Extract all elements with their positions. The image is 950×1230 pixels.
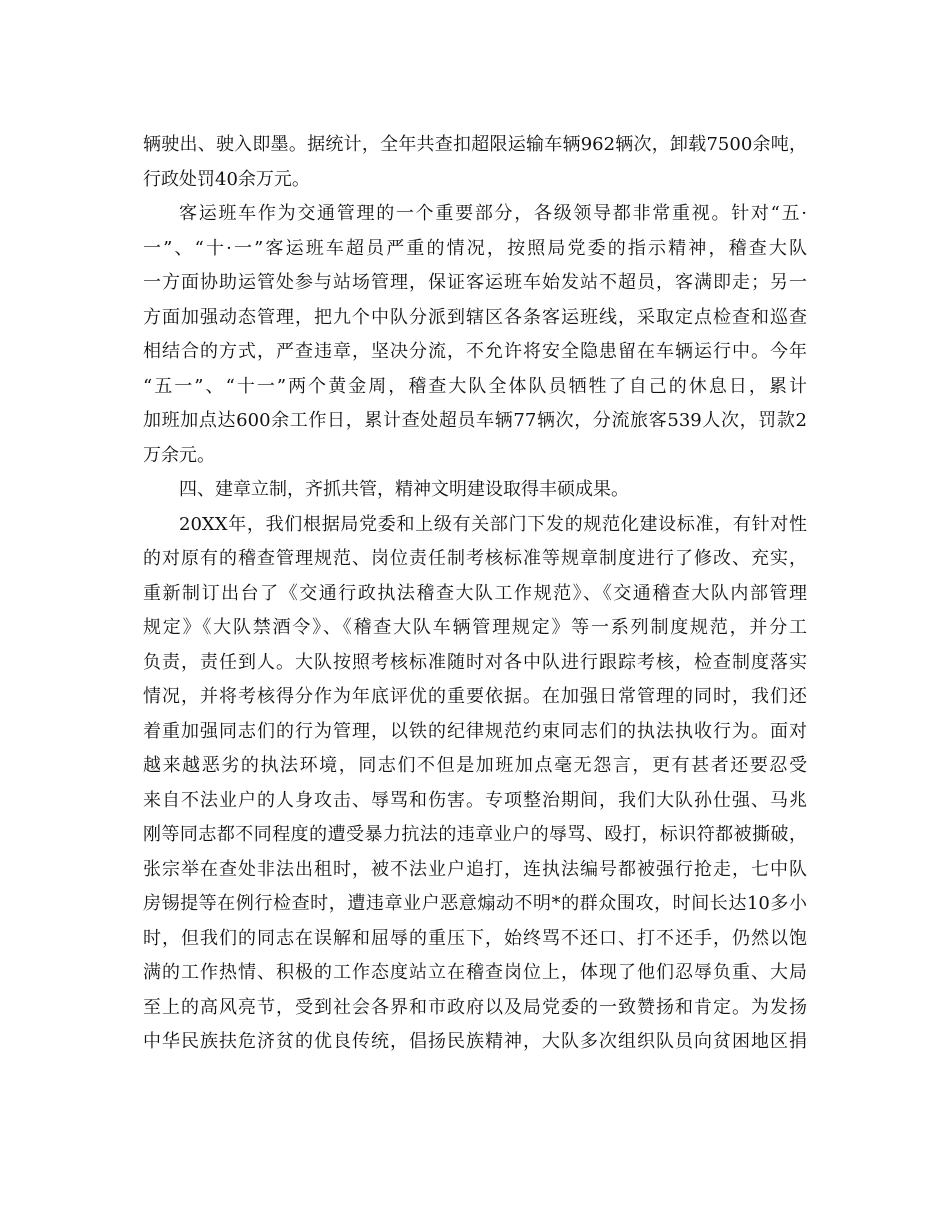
document-body <box>143 128 807 1060</box>
text-line: 一方面协助运管处参与站场管理，保证客运班车始发站不超员，客满即走；另一 <box>143 272 807 293</box>
text-line: 规定》《大队禁酒令》、《稽查大队车辆管理规定》等一系列制度规范，并分工 <box>143 617 807 638</box>
text-line: 张宗举在查处非法出租时，被不法业户追打，连执法编号都被强行抢走，七中队 <box>143 858 807 880</box>
text-line: 至上的高风亮节，受到社会各界和市政府以及局党委的一致赞扬和肯定。为发扬 <box>143 996 807 1018</box>
section-heading: 四、建章立制，齐抓共管，精神文明建设取得丰硕成果。 <box>179 479 629 500</box>
text-line: 满的工作热情、积极的工作态度站立在稽查岗位上，体现了他们忍辱负重、大局 <box>143 962 807 983</box>
text-line: 加班加点达600余工作日，累计查处超员车辆77辆次，分流旅客539人次，罚款2 <box>143 410 807 431</box>
text-line: 房锡提等在例行检查时，遭违章业户恶意煽动不明*的群众围攻，时间长达10多小 <box>143 893 807 914</box>
text-line: 刚等同志都不同程度的遭受暴力抗法的违章业户的辱骂、殴打，标识符都被撕破， <box>143 824 807 845</box>
text-line: 一”、“十·一”客运班车超员严重的情况，按照局党委的指示精神，稽查大队 <box>143 237 807 259</box>
text-line: 重新制订出台了《交通行政执法稽查大队工作规范》、《交通稽查大队内部管理 <box>143 582 807 604</box>
text-line: 负责，责任到人。大队按照考核标准随时对各中队进行跟踪考核，检查制度落实 <box>143 651 807 673</box>
text-line: 方面加强动态管理，把九个中队分派到辖区各条客运班线，采取定点检查和巡查 <box>143 306 807 328</box>
text-line: 来自不法业户的人身攻击、辱骂和伤害。专项整治期间，我们大队孙仕强、马兆 <box>143 789 807 811</box>
text-line: 的对原有的稽查管理规范、岗位责任制考核标准等规章制度进行了修改、充实， <box>143 548 807 569</box>
text-line: 着重加强同志们的行为管理，以铁的纪律规范约束同志们的执法执收行为。面对 <box>143 720 807 742</box>
text-line: “五一”、“十一”两个黄金周，稽查大队全体队员牺牲了自己的休息日，累计 <box>143 375 807 397</box>
text-line: 万余元。 <box>143 444 215 466</box>
text-line: 情况，并将考核得分作为年底评优的重要依据。在加强日常管理的同时，我们还 <box>143 686 807 707</box>
paragraph-first-line: 客运班车作为交通管理的一个重要部分，各级领导都非常重视。针对“五· <box>179 203 807 224</box>
text-line: 行政处罚40余万元。 <box>143 168 310 190</box>
paragraph-first-line: 20XX年，我们根据局党委和上级有关部门下发的规范化建设标准，有针对性 <box>179 513 807 535</box>
text-line: 越来越恶劣的执法环境，同志们不但是加班加点毫无怨言，更有甚者还要忍受 <box>143 755 807 776</box>
text-line: 中华民族扶危济贫的优良传统，倡扬民族精神，大队多次组织队员向贫困地区捐 <box>143 1031 807 1052</box>
text-line: 时，但我们的同志在误解和屈辱的重压下，始终骂不还口、打不还手，仍然以饱 <box>143 927 807 949</box>
text-line: 辆驶出、驶入即墨。据统计，全年共查扣超限运输车辆962辆次，卸载7500余吨， <box>143 134 807 155</box>
text-line: 相结合的方式，严查违章，坚决分流，不允许将安全隐患留在车辆运行中。今年 <box>143 341 807 362</box>
